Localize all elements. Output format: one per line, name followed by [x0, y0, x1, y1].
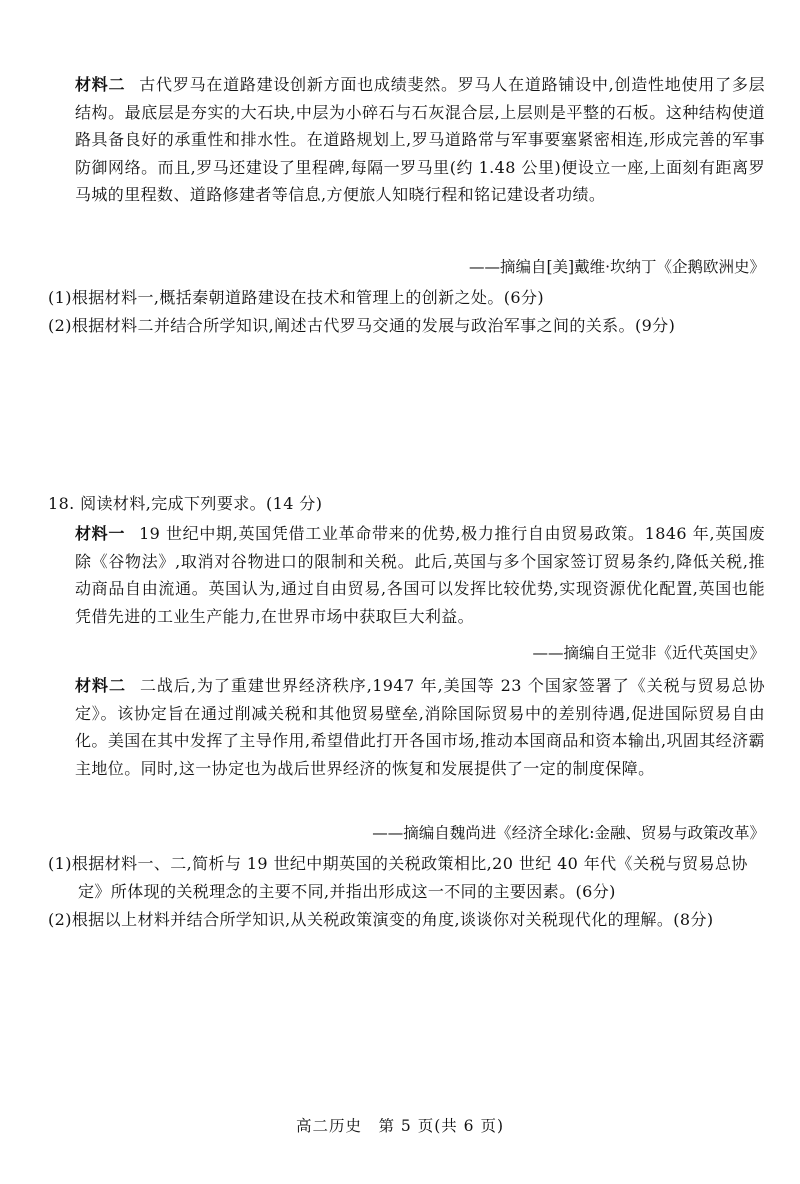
q17-material2-source-block	[75, 254, 765, 280]
q18-material2	[75, 672, 765, 782]
material-source: ——摘编自[美]戴维·坎纳丁《企鹅欧洲史》	[468, 258, 765, 276]
material-label: 材料一	[75, 524, 126, 543]
question-item: (2)根据以上材料并结合所学知识,从关税政策演变的角度,谈谈你对关税现代化的理解。(8分)	[48, 910, 714, 929]
question-item: (1)根据材料一、二,简析与 19 世纪中期英国的关税政策相比,20 世纪 40 年代《关税与贸易总协定》所体现的关税理念的主要不同,并指出形成这一不同的主要因素。(6分)	[48, 854, 748, 901]
question-item: (1)根据材料一,概括秦朝道路建设在技术和管理上的创新之处。(6分)	[48, 288, 545, 307]
q18-questions	[48, 850, 765, 934]
material-source: ——摘编自王觉非《近代英国史》	[532, 644, 765, 662]
material-text: 19 世纪中期,英国凭借工业革命带来的优势,极力推行自由贸易政策。1846 年,英国废除《谷物法》,取消对谷物进口的限制和关税。此后,英国与多个国家签订贸易条约,降低关税,推动商品自由流通。英国认为,通过自由贸易,各国可以发挥比较优势,实现资源优化配置,英国也能凭借先进的工业生产能力,在世界市场中获取巨大利益。	[75, 524, 765, 626]
page-footer: 高二历史 第 5 页(共 6 页)	[295, 1117, 505, 1135]
material-label: 材料二	[75, 676, 126, 695]
material-source: ——摘编自魏尚进《经济全球化:金融、贸易与政策改革》	[372, 824, 765, 842]
q17-questions	[48, 284, 765, 340]
material-text: 古代罗马在道路建设创新方面也成绩斐然。罗马人在道路铺设中,创造性地使用了多层结构。最底层是夯实的大石块,中层为小碎石与石灰混合层,上层则是平整的石板。这种结构使道路具备良好的承重性和排水性。在道路规划上,罗马道路常与军事要塞紧密相连,形成完善的军事防御网络。而且,罗马还建设了里程碑,每隔一罗马里(约 1.48 公里)便设立一座,上面刻有距离罗马城的里程数、道路修建者等信息,方便旅人知晓行程和铭记建设者功绩。	[75, 75, 765, 204]
q17-material2	[75, 71, 765, 209]
q18-material1-source-block	[75, 640, 765, 666]
q18-material2-source-block	[75, 820, 765, 846]
q17-material2-paragraph	[75, 71, 765, 209]
q18-heading: 18. 阅读材料,完成下列要求。(14 分)	[48, 494, 323, 513]
question-item: (2)根据材料二并结合所学知识,阐述古代罗马交通的发展与政治军事之间的关系。(9分)	[48, 316, 676, 335]
material-label: 材料二	[75, 75, 126, 94]
material-text: 二战后,为了重建世界经济秩序,1947 年,美国等 23 个国家签署了《关税与贸易总协定》。该协定旨在通过削减关税和其他贸易壁垒,消除国际贸易中的差别待遇,促进国际贸易自由化。美国在其中发挥了主导作用,希望借此打开各国市场,推动本国商品和资本输出,巩固其经济霸主地位。同时,这一协定也为战后世界经济的恢复和发展提供了一定的制度保障。	[75, 676, 765, 778]
q18-material1	[75, 520, 765, 630]
q18-material2-paragraph	[75, 672, 765, 782]
q18-material1-paragraph	[75, 520, 765, 630]
